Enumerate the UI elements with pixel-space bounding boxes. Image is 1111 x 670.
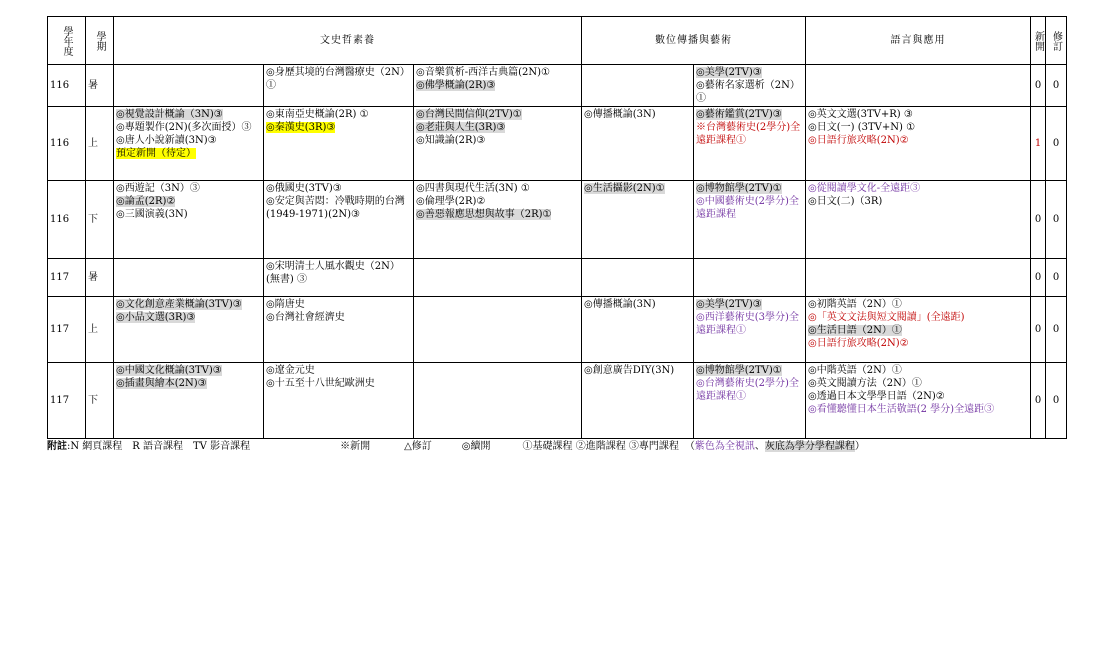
course-item [696,377,803,403]
footnote-levels: ①基礎課程 ②進階課程 ③專門課程 [522,441,679,452]
header-language: 語言與應用 [806,17,1031,65]
course-item [808,195,1028,208]
course-text: ◎倫理學(2R)② [416,196,486,207]
course-item [266,260,411,286]
course-item [116,147,261,160]
course-text: ◎文化創意產業概論(3TV)③ [116,299,242,310]
course-item [116,134,261,147]
course-item [584,108,691,121]
year-cell: 116 [48,65,86,107]
revised-count: 0 [1046,297,1067,363]
course-item [416,108,579,121]
term-cell: 暑 [86,65,114,107]
revised-count: 0 [1046,65,1067,107]
course-cell [694,297,806,363]
course-text: ◎「英文文法與短文閱讀」(全遠距) [808,312,965,323]
new-count: 0 [1031,259,1046,297]
course-item [116,121,261,134]
table-row [48,297,1067,363]
course-text: ◎插畫與繪本(2N)③ [116,378,207,389]
course-item [696,108,803,121]
revised-count: 0 [1046,259,1067,297]
course-cell [806,107,1031,181]
year-cell: 116 [48,107,86,181]
course-text: ◎唐人小說新讀(3N)③ [116,135,217,146]
course-text: ◎東南亞史概論(2R) ① [266,109,369,120]
header-term: 學期 [86,17,114,65]
course-text: ◎知識論(2R)③ [416,135,486,146]
footnote-revised: △修訂 [404,441,432,452]
term-cell: 暑 [86,259,114,297]
course-item [584,182,691,195]
header-new: 新開 [1031,17,1046,65]
course-text: ◎安定與苦悶：冷戰時期的台灣(1949-1971)(2N)③ [266,196,405,220]
course-item [696,79,803,105]
course-cell [582,363,694,439]
course-cell [414,363,582,439]
course-text: ◎四書與現代生活(3N) ① [416,183,530,194]
footnote-paren-open: （ [684,441,695,452]
revised-count: 0 [1046,181,1067,259]
course-item [116,377,261,390]
course-text: ◎生活攝影(2N)① [584,183,665,194]
course-item [808,403,1028,416]
course-cell [414,65,582,107]
footnote [47,437,865,452]
revised-count: 0 [1046,107,1067,181]
year-cell: 117 [48,363,86,439]
course-text: ◎善惡報應思想與故事（2R)① [416,209,552,220]
course-text: ◎初階英語（2N）① [808,299,902,310]
header-digital-arts: 數位傳播與藝術 [582,17,806,65]
course-cell [694,259,806,297]
course-item [266,195,411,221]
course-text: ◎日文(一) (3TV+N) ① [808,122,916,133]
course-text: ◎從閱讀學文化-全遠距③ [808,183,921,194]
course-cell [114,297,264,363]
course-cell [114,363,264,439]
course-item [808,311,1028,324]
table-row [48,65,1067,107]
course-text: ◎宋明清士人風水觀史（2N）(無書) ③ [266,261,400,285]
course-text: ◎日語行旅攻略(2N)② [808,338,909,349]
course-cell [114,107,264,181]
course-item [266,108,411,121]
course-item [416,208,579,221]
footnote-paren-close: ） [854,441,865,452]
new-count: 1 [1031,107,1046,181]
course-text: ◎博物館學(2TV)① [696,183,782,194]
term-cell: 下 [86,363,114,439]
course-cell [582,259,694,297]
course-item [416,66,579,79]
course-text: ◎老莊與人生(3R)③ [416,122,506,133]
course-cell [114,259,264,297]
course-text: ◎博物館學(2TV)① [696,365,782,376]
course-text: ◎論孟(2R)② [116,196,176,207]
course-cell [264,65,414,107]
new-count: 0 [1031,297,1046,363]
course-cell [806,297,1031,363]
course-text: ◎身歷其境的台灣醫療史（2N）① [266,67,410,91]
course-cell [694,181,806,259]
course-text: ◎生活日語（2N）① [808,325,902,336]
course-text: ◎英文閱讀方法（2N）① [808,378,922,389]
new-count: 0 [1031,363,1046,439]
course-item [808,324,1028,337]
course-text: ◎音樂賞析-西洋古典篇(2N)① [416,67,550,78]
course-text: ◎傳播概論(3N) [584,109,656,120]
course-cell [414,107,582,181]
course-text: ◎西遊記（3N）③ [116,183,200,194]
course-plan-table [47,16,1067,439]
course-text: ◎西洋藝術史(3學分)全遠距課程① [696,312,799,336]
course-item [808,134,1028,147]
course-cell [264,259,414,297]
course-item [416,121,579,134]
course-item [584,298,691,311]
course-item [696,66,803,79]
course-item [116,298,261,311]
course-text: ◎中階英語（2N）① [808,365,902,376]
course-cell [694,107,806,181]
course-text: ◎中國文化概論(3TV)③ [116,365,222,376]
course-item [416,79,579,92]
header-revised: 修訂 [1046,17,1067,65]
footnote-purple-note: 紫色為全視訊 [694,441,755,452]
course-item [116,182,261,195]
course-text: ◎俄國史(3TV)③ [266,183,342,194]
year-cell: 116 [48,181,86,259]
course-item [266,311,411,324]
table-row [48,181,1067,259]
course-item [266,364,411,377]
course-cell [114,181,264,259]
course-cell [414,181,582,259]
course-cell [264,297,414,363]
footnote-prefix: 附註 [47,441,67,452]
course-item [116,108,261,121]
course-cell [806,181,1031,259]
course-cell [414,259,582,297]
course-item [808,121,1028,134]
course-item [696,364,803,377]
course-text: ◎傳播概論(3N) [584,299,656,310]
course-item [266,377,411,390]
course-text: ◎遼金元史 [266,365,315,376]
course-text: ◎美學(2TV)③ [696,67,762,78]
footnote-continued: ◎續開 [461,441,491,452]
course-text: ◎英文文選(3TV+R) ③ [808,109,913,120]
course-cell [806,259,1031,297]
course-text: ◎創意廣告DIY(3N) [584,365,675,376]
term-cell: 下 [86,181,114,259]
course-item [808,298,1028,311]
course-text: ◎專題製作(2N)(多次面授）③ [116,122,252,133]
course-item [696,298,803,311]
course-text: ◎秦漢史(3R)③ [266,122,336,133]
table-row [48,259,1067,297]
course-cell [264,363,414,439]
course-text: ◎台灣社會經濟史 [266,312,345,323]
course-text: ◎台灣藝術史(2學分)全遠距課程① [696,378,799,402]
footnote-sep: 、 [754,441,765,452]
header-literature: 文史哲素養 [114,17,582,65]
course-cell [582,181,694,259]
course-text: ※台灣藝術史(2學分)全遠距課程① [696,122,801,146]
course-item [696,121,803,147]
course-text: ◎台灣民間信仰(2TV)① [416,109,522,120]
course-item [808,182,1028,195]
course-text: ◎藝術名家選析（2N）① [696,80,800,104]
course-item [266,66,411,92]
course-item [416,195,579,208]
header-row [48,17,1067,65]
course-text: ◎美學(2TV)③ [696,299,762,310]
course-item [116,195,261,208]
course-item [416,134,579,147]
course-text: ◎佛學概論(2R)③ [416,80,496,91]
course-text: ◎視覺設計概論（3N)③ [116,109,223,120]
revised-count: 0 [1046,363,1067,439]
course-item [808,337,1028,350]
footnote-types: :N 網頁課程 R 語音課程 TV 影音課程 [67,441,251,452]
course-text: ◎看懂聽懂日本生活敬語(2 學分)全遠距③ [808,404,995,415]
course-cell [114,65,264,107]
course-item [116,311,261,324]
course-item [808,377,1028,390]
course-text: ◎中國藝術史(2學分)全遠距課程 [696,196,799,220]
course-cell [806,363,1031,439]
course-item [696,182,803,195]
footnote-new: ※新開 [340,441,371,452]
course-text: ◎藝術鑑賞(2TV)③ [696,109,782,120]
header-year: 學年度 [48,17,86,65]
course-text: ◎小品文選(3R)③ [116,312,196,323]
course-item [266,298,411,311]
course-item [808,390,1028,403]
new-count: 0 [1031,181,1046,259]
course-text: 預定新開（待定） [116,148,196,159]
course-text: ◎日文(二)（3R) [808,196,883,207]
course-cell [694,363,806,439]
course-item [808,364,1028,377]
course-item [266,121,411,134]
course-item [116,208,261,221]
course-cell [582,297,694,363]
year-cell: 117 [48,259,86,297]
footnote-gray-note: 灰底為學分學程課程 [764,441,855,452]
course-item [696,311,803,337]
table-row [48,107,1067,181]
course-item [116,364,261,377]
term-cell: 上 [86,297,114,363]
course-item [808,108,1028,121]
course-cell [264,107,414,181]
new-count: 0 [1031,65,1046,107]
course-text: ◎隋唐史 [266,299,305,310]
course-item [266,182,411,195]
year-cell: 117 [48,297,86,363]
course-text: ◎十五至十八世紀歐洲史 [266,378,375,389]
course-item [584,364,691,377]
table-row [48,363,1067,439]
course-cell [414,297,582,363]
course-cell [582,107,694,181]
course-cell [806,65,1031,107]
course-cell [582,65,694,107]
course-cell [264,181,414,259]
course-text: ◎透過日本文學學日語（2N)② [808,391,945,402]
course-item [696,195,803,221]
course-cell [694,65,806,107]
course-text: ◎三國演義(3N) [116,209,188,220]
course-item [416,182,579,195]
course-text: ◎日語行旅攻略(2N)② [808,135,909,146]
term-cell: 上 [86,107,114,181]
